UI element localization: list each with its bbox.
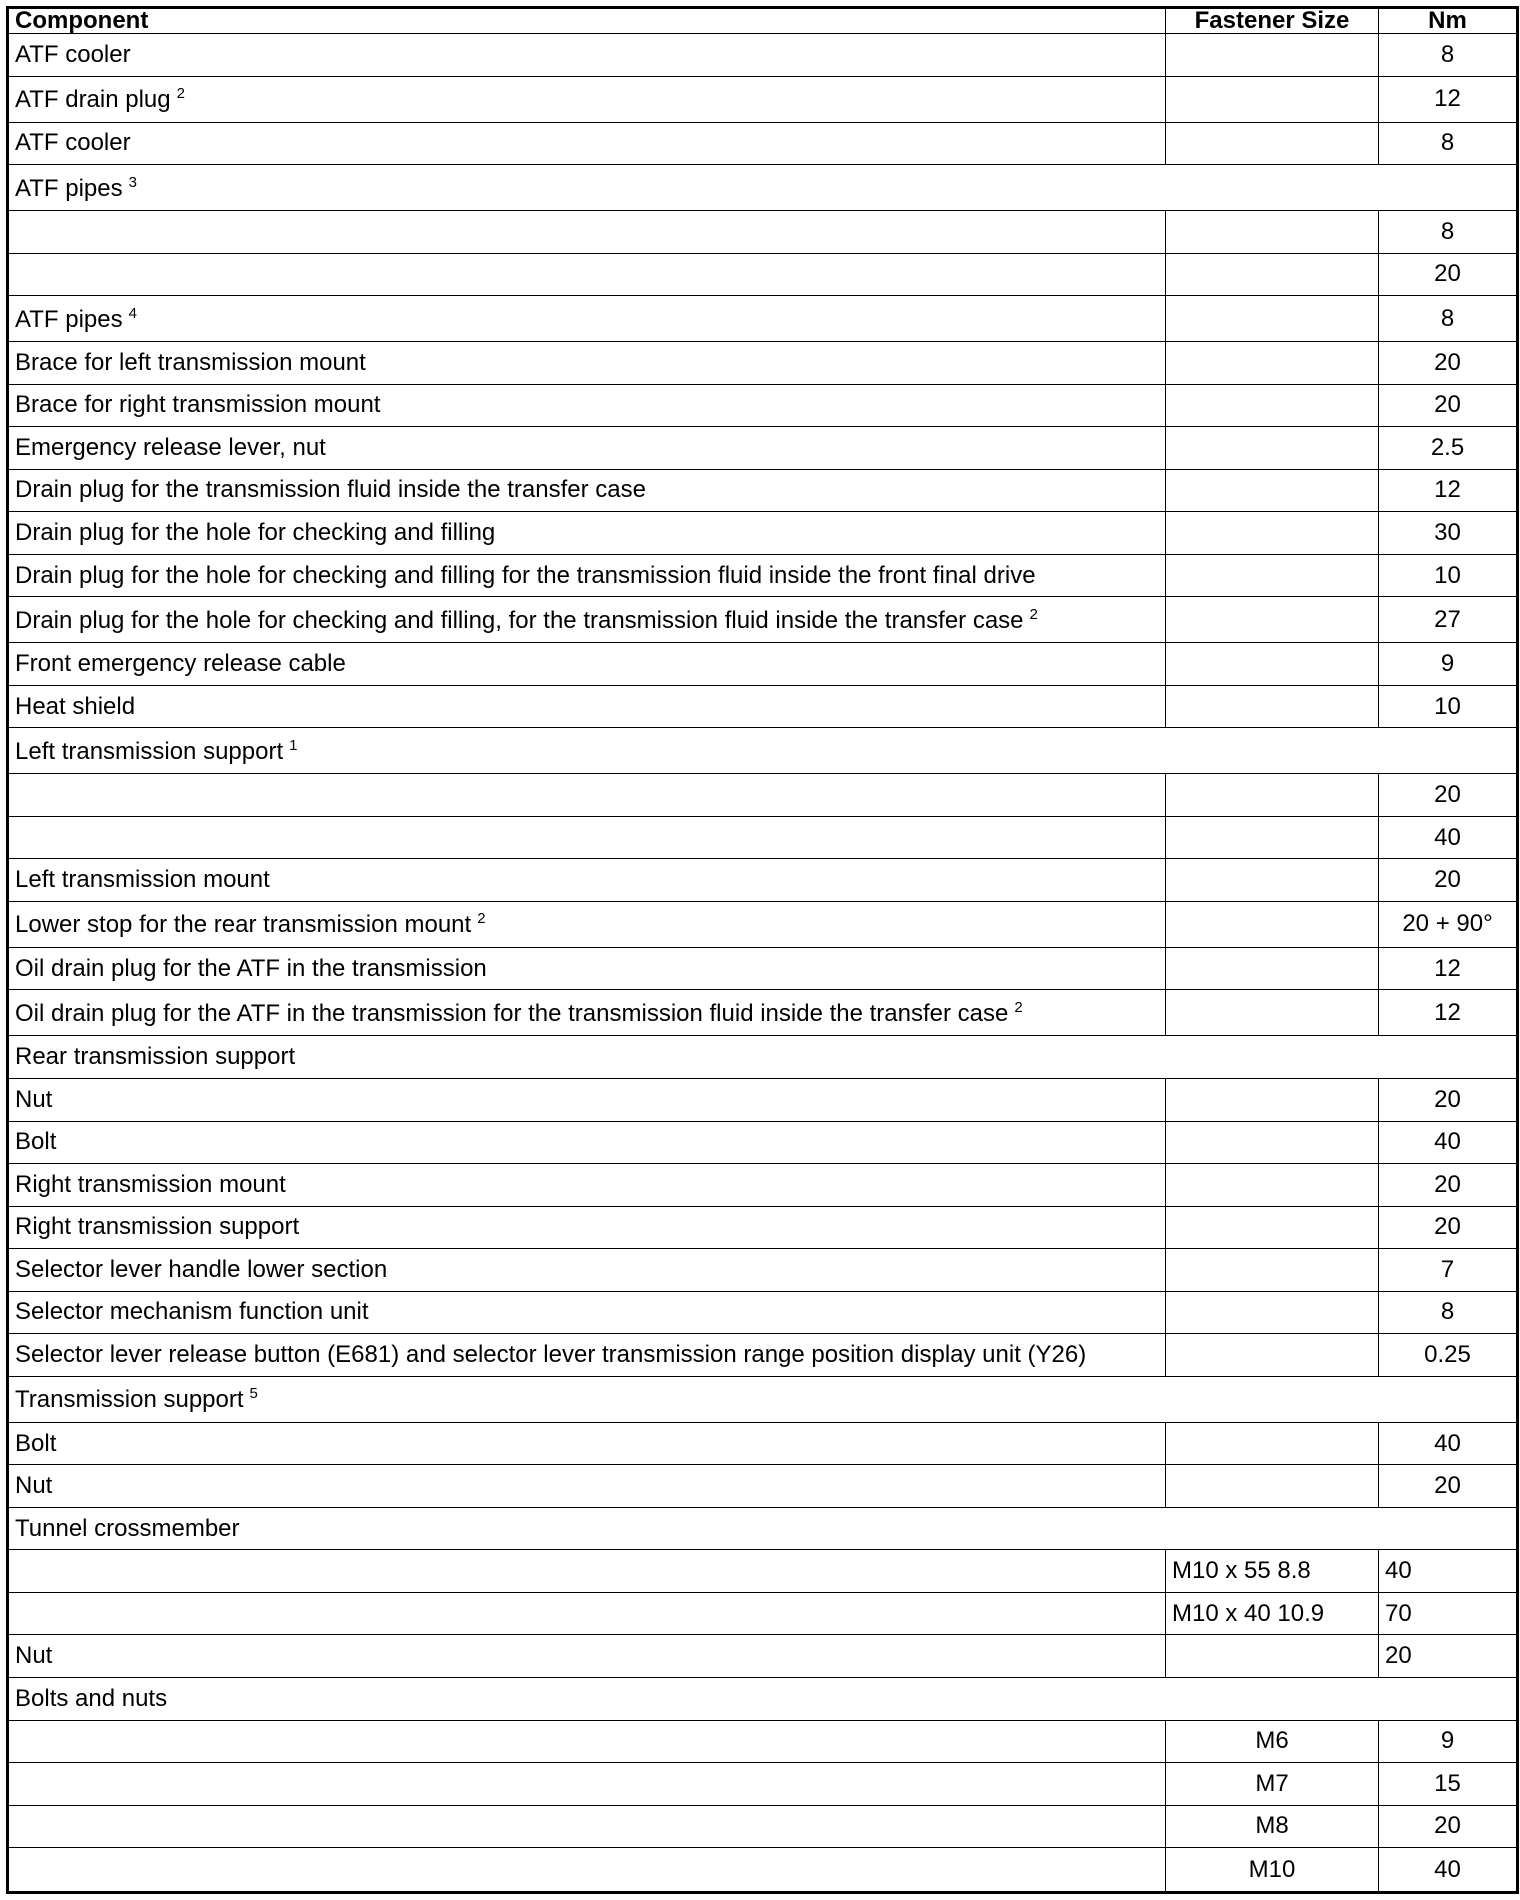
fastener-size-cell — [1166, 76, 1379, 122]
nm-cell: 8 — [1379, 211, 1518, 254]
component-cell — [8, 1121, 1166, 1164]
section-row — [8, 1507, 1518, 1550]
fastener-size-cell — [1166, 427, 1379, 470]
component-text: Drain plug for the hole for checking and filling, for the transmission fluid inside the transfer case — [15, 606, 1024, 634]
nm-cell: 20 — [1379, 774, 1518, 817]
fastener-size-cell — [1166, 469, 1379, 512]
nm-cell: 20 — [1379, 1805, 1518, 1848]
nm-cell: 9 — [1379, 643, 1518, 686]
section-label — [8, 165, 1518, 211]
footnote-marker: 1 — [289, 736, 298, 754]
nm-cell: 8 — [1379, 296, 1518, 342]
fastener-size-cell: M6 — [1166, 1720, 1379, 1763]
component-cell — [8, 554, 1166, 597]
component-cell — [8, 1592, 1166, 1635]
component-text: Drain plug for the hole for checking and filling for the transmission fluid inside the front final drive — [15, 561, 1036, 589]
table-row — [8, 1805, 1518, 1848]
component-cell — [8, 1805, 1166, 1848]
nm-cell: 40 — [1379, 1422, 1518, 1465]
table-row — [8, 342, 1518, 385]
section-row — [8, 1036, 1518, 1079]
section-row — [8, 165, 1518, 211]
component-cell — [8, 990, 1166, 1036]
component-text: Emergency release lever, nut — [15, 433, 326, 461]
section-label — [8, 1507, 1518, 1550]
nm-cell: 20 — [1379, 1635, 1518, 1678]
fastener-size-cell — [1166, 859, 1379, 902]
nm-cell: 12 — [1379, 990, 1518, 1036]
table-row — [8, 1121, 1518, 1164]
nm-cell: 12 — [1379, 469, 1518, 512]
component-text: Brace for left transmission mount — [15, 348, 366, 376]
fastener-size-cell — [1166, 1334, 1379, 1377]
component-cell — [8, 469, 1166, 512]
fastener-size-cell: M10 x 40 10.9 — [1166, 1592, 1379, 1635]
fastener-size-cell — [1166, 384, 1379, 427]
nm-cell: 10 — [1379, 685, 1518, 728]
component-text: Bolt — [15, 1429, 57, 1457]
component-cell — [8, 253, 1166, 296]
fastener-size-cell — [1166, 901, 1379, 947]
fastener-size-cell — [1166, 34, 1379, 77]
section-row — [8, 1376, 1518, 1422]
component-cell — [8, 1763, 1166, 1806]
fastener-size-cell — [1166, 597, 1379, 643]
nm-cell: 70 — [1379, 1592, 1518, 1635]
table-row — [8, 427, 1518, 470]
nm-cell: 8 — [1379, 1291, 1518, 1334]
table-row — [8, 1550, 1518, 1593]
footnote-marker: 2 — [477, 910, 486, 928]
fastener-size-cell — [1166, 1249, 1379, 1292]
fastener-size-cell: M8 — [1166, 1805, 1379, 1848]
table-row — [8, 122, 1518, 165]
footnote-marker: 3 — [128, 173, 137, 191]
table-row — [8, 469, 1518, 512]
nm-cell: 20 + 90° — [1379, 901, 1518, 947]
section-label — [8, 1036, 1518, 1079]
table-row — [8, 947, 1518, 990]
fastener-size-cell: M7 — [1166, 1763, 1379, 1806]
table-row — [8, 685, 1518, 728]
component-cell — [8, 1078, 1166, 1121]
nm-cell: 20 — [1379, 859, 1518, 902]
fastener-size-cell — [1166, 1121, 1379, 1164]
fastener-size-cell — [1166, 1206, 1379, 1249]
component-cell — [8, 34, 1166, 77]
component-text: Transmission support — [15, 1386, 244, 1414]
nm-cell: 40 — [1379, 1121, 1518, 1164]
nm-cell: 20 — [1379, 342, 1518, 385]
header-component: Component — [8, 8, 1166, 34]
component-text: Bolt — [15, 1128, 57, 1156]
table-row — [8, 34, 1518, 77]
component-text: Front emergency release cable — [15, 650, 346, 678]
table-row — [8, 774, 1518, 817]
table-row — [8, 554, 1518, 597]
component-cell — [8, 1550, 1166, 1593]
component-text: Oil drain plug for the ATF in the transmission — [15, 954, 487, 982]
component-text: Right transmission mount — [15, 1170, 286, 1198]
table-row — [8, 643, 1518, 686]
fastener-size-cell — [1166, 211, 1379, 254]
nm-cell: 20 — [1379, 253, 1518, 296]
table-row — [8, 1465, 1518, 1508]
table-row — [8, 384, 1518, 427]
component-text: Selector lever release button (E681) and selector lever transmission range position display unit (Y26) — [15, 1341, 1087, 1369]
table-row — [8, 1848, 1518, 1893]
component-cell — [8, 901, 1166, 947]
fastener-size-cell — [1166, 1635, 1379, 1678]
section-label — [8, 728, 1518, 774]
component-text: Drain plug for the hole for checking and filling — [15, 519, 496, 546]
fastener-size-cell — [1166, 774, 1379, 817]
component-cell — [8, 1720, 1166, 1763]
nm-cell: 7 — [1379, 1249, 1518, 1292]
component-text: ATF cooler — [15, 40, 131, 68]
fastener-size-cell: M10 x 55 8.8 — [1166, 1550, 1379, 1593]
component-text: Right transmission support — [15, 1213, 300, 1241]
component-text: Drain plug for the transmission fluid inside the transfer case — [15, 476, 646, 504]
table-row — [8, 1291, 1518, 1334]
table-row — [8, 990, 1518, 1036]
fastener-size-cell: M10 — [1166, 1848, 1379, 1893]
component-cell — [8, 342, 1166, 385]
component-cell — [8, 1249, 1166, 1292]
table-row — [8, 1334, 1518, 1377]
component-text: ATF cooler — [15, 129, 131, 157]
table-row — [8, 1635, 1518, 1678]
component-cell — [8, 1334, 1166, 1377]
section-row — [8, 1678, 1518, 1721]
component-cell — [8, 1164, 1166, 1207]
nm-cell: 27 — [1379, 597, 1518, 643]
component-text: Nut — [15, 1642, 53, 1670]
nm-cell: 20 — [1379, 1465, 1518, 1508]
header-nm: Nm — [1379, 8, 1518, 34]
component-text: Oil drain plug for the ATF in the transmission for the transmission fluid inside the transfer case — [15, 999, 1009, 1027]
nm-cell: 30 — [1379, 512, 1518, 555]
component-cell — [8, 296, 1166, 342]
footnote-marker: 2 — [1029, 605, 1038, 623]
nm-cell: 12 — [1379, 947, 1518, 990]
nm-cell: 12 — [1379, 76, 1518, 122]
component-cell — [8, 947, 1166, 990]
component-text: Bolts and nuts — [15, 1684, 168, 1712]
component-cell — [8, 1206, 1166, 1249]
table-row — [8, 1763, 1518, 1806]
nm-cell: 9 — [1379, 1720, 1518, 1763]
fastener-size-cell — [1166, 512, 1379, 555]
footnote-marker: 2 — [1014, 998, 1023, 1016]
fastener-size-cell — [1166, 1078, 1379, 1121]
component-cell — [8, 384, 1166, 427]
fastener-size-cell — [1166, 816, 1379, 859]
fastener-size-cell — [1166, 947, 1379, 990]
fastener-size-cell — [1166, 554, 1379, 597]
table-row — [8, 1249, 1518, 1292]
component-text: ATF drain plug — [15, 86, 171, 114]
component-cell — [8, 122, 1166, 165]
component-cell — [8, 1848, 1166, 1893]
component-cell — [8, 643, 1166, 686]
component-text: Selector mechanism function unit — [15, 1298, 369, 1326]
component-cell — [8, 1635, 1166, 1678]
table-row — [8, 1422, 1518, 1465]
component-text: Nut — [15, 1472, 53, 1500]
section-row — [8, 728, 1518, 774]
nm-cell: 40 — [1379, 816, 1518, 859]
fastener-size-cell — [1166, 685, 1379, 728]
fastener-size-cell — [1166, 1291, 1379, 1334]
header-fastener-size: Fastener Size — [1166, 8, 1379, 34]
component-cell — [8, 597, 1166, 643]
fastener-size-cell — [1166, 1465, 1379, 1508]
component-cell — [8, 512, 1166, 555]
component-text: ATF pipes — [15, 174, 123, 202]
component-text: Nut — [15, 1085, 53, 1113]
footnote-marker: 5 — [249, 1385, 258, 1403]
nm-cell: 20 — [1379, 1164, 1518, 1207]
component-cell — [8, 816, 1166, 859]
nm-cell: 8 — [1379, 34, 1518, 77]
table-row — [8, 1164, 1518, 1207]
component-text: Selector lever handle lower section — [15, 1255, 388, 1283]
component-text: Left transmission mount — [15, 866, 270, 894]
nm-cell: 20 — [1379, 1206, 1518, 1249]
fastener-size-cell — [1166, 296, 1379, 342]
fastener-size-cell — [1166, 342, 1379, 385]
table-row — [8, 1206, 1518, 1249]
component-cell — [8, 774, 1166, 817]
table-row — [8, 1592, 1518, 1635]
table-row — [8, 1078, 1518, 1121]
component-text: Rear transmission support — [15, 1043, 296, 1071]
fastener-size-cell — [1166, 122, 1379, 165]
section-label — [8, 1678, 1518, 1721]
section-label — [8, 1376, 1518, 1422]
fastener-size-cell — [1166, 1422, 1379, 1465]
fastener-size-cell — [1166, 253, 1379, 296]
table-row — [8, 597, 1518, 643]
table-row — [8, 1720, 1518, 1763]
header-row — [8, 8, 1518, 34]
component-cell — [8, 427, 1166, 470]
component-cell — [8, 859, 1166, 902]
nm-cell: 0.25 — [1379, 1334, 1518, 1377]
table-row — [8, 512, 1518, 555]
fastener-size-cell — [1166, 1164, 1379, 1207]
component-text: Heat shield — [15, 692, 136, 720]
table-row — [8, 211, 1518, 254]
component-text: Left transmission support — [15, 737, 284, 765]
table-row — [8, 253, 1518, 296]
footnote-marker: 2 — [176, 85, 185, 103]
component-cell — [8, 76, 1166, 122]
nm-cell: 15 — [1379, 1763, 1518, 1806]
component-cell — [8, 685, 1166, 728]
nm-cell: 8 — [1379, 122, 1518, 165]
component-text: ATF pipes — [15, 305, 123, 333]
table-body — [8, 34, 1518, 1893]
component-cell — [8, 211, 1166, 254]
component-text: Brace for right transmission mount — [15, 391, 381, 419]
component-cell — [8, 1422, 1166, 1465]
torque-specification-table — [6, 6, 1519, 1894]
footnote-marker: 4 — [128, 304, 137, 322]
table-row — [8, 816, 1518, 859]
component-cell — [8, 1291, 1166, 1334]
component-cell — [8, 1465, 1166, 1508]
component-text: Lower stop for the rear transmission mount — [15, 911, 472, 939]
table-row — [8, 901, 1518, 947]
nm-cell: 40 — [1379, 1848, 1518, 1893]
nm-cell: 20 — [1379, 1078, 1518, 1121]
nm-cell: 40 — [1379, 1550, 1518, 1593]
table-row — [8, 859, 1518, 902]
fastener-size-cell — [1166, 990, 1379, 1036]
component-text: Tunnel crossmember — [15, 1514, 240, 1542]
nm-cell: 2.5 — [1379, 427, 1518, 470]
fastener-size-cell — [1166, 643, 1379, 686]
nm-cell: 20 — [1379, 384, 1518, 427]
nm-cell: 10 — [1379, 554, 1518, 597]
table-row — [8, 296, 1518, 342]
torque-table-container — [6, 6, 1516, 1894]
table-row — [8, 76, 1518, 122]
